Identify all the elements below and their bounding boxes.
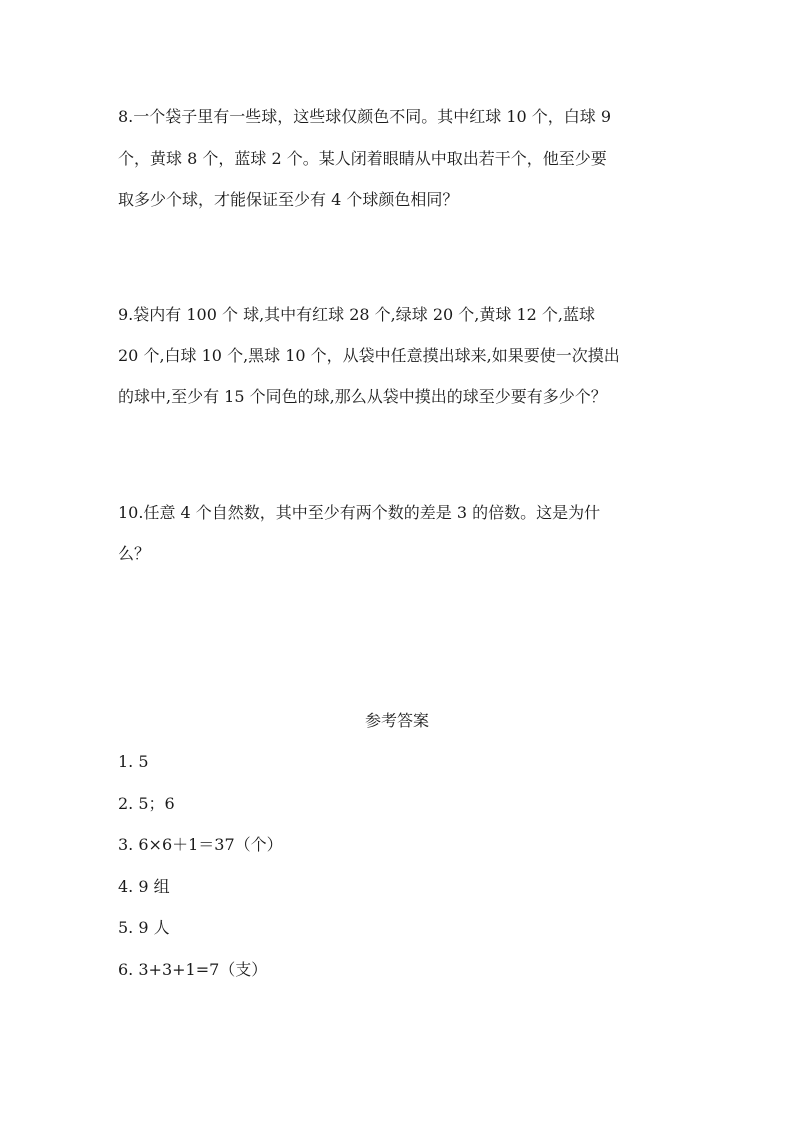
answer-item-6: 6. 3+3+1=7（支） <box>118 960 268 979</box>
question-9-line-3: 的球中,至少有 15 个同色的球,那么从袋中摸出的球至少要有多少个？ <box>118 387 607 406</box>
question-10-line-1: 10.任意 4 个自然数，其中至少有两个数的差是 3 的倍数。这是为什 <box>118 503 601 522</box>
question-9-line-1: 9.袋内有 100 个 球,其中有红球 28 个,绿球 20 个,黄球 12 个,蓝球 <box>118 305 596 324</box>
answer-item-2: 2. 5；6 <box>118 794 175 813</box>
question-8-line-1: 8.一个袋子里有一些球，这些球仅颜色不同。其中红球 10 个，白球 9 <box>118 107 612 126</box>
question-9-line-2: 20 个,白球 10 个,黑球 10 个，从袋中任意摸出球来,如果要使一次摸出 <box>118 346 620 365</box>
answer-item-3: 3. 6×6＋1＝37（个） <box>118 835 283 854</box>
answer-item-4: 4. 9 组 <box>118 877 170 896</box>
answer-item-1: 1. 5 <box>118 752 149 771</box>
answer-key-title: 参考答案 <box>364 711 429 730</box>
question-8-line-3: 取多少个球，才能保证至少有 4 个球颜色相同？ <box>118 190 459 209</box>
answer-item-5: 5. 9 人 <box>118 918 170 937</box>
question-10-line-2: 么？ <box>118 544 151 563</box>
question-8-line-2: 个，黄球 8 个，蓝球 2 个。某人闭着眼睛从中取出若干个，他至少要 <box>118 149 607 168</box>
